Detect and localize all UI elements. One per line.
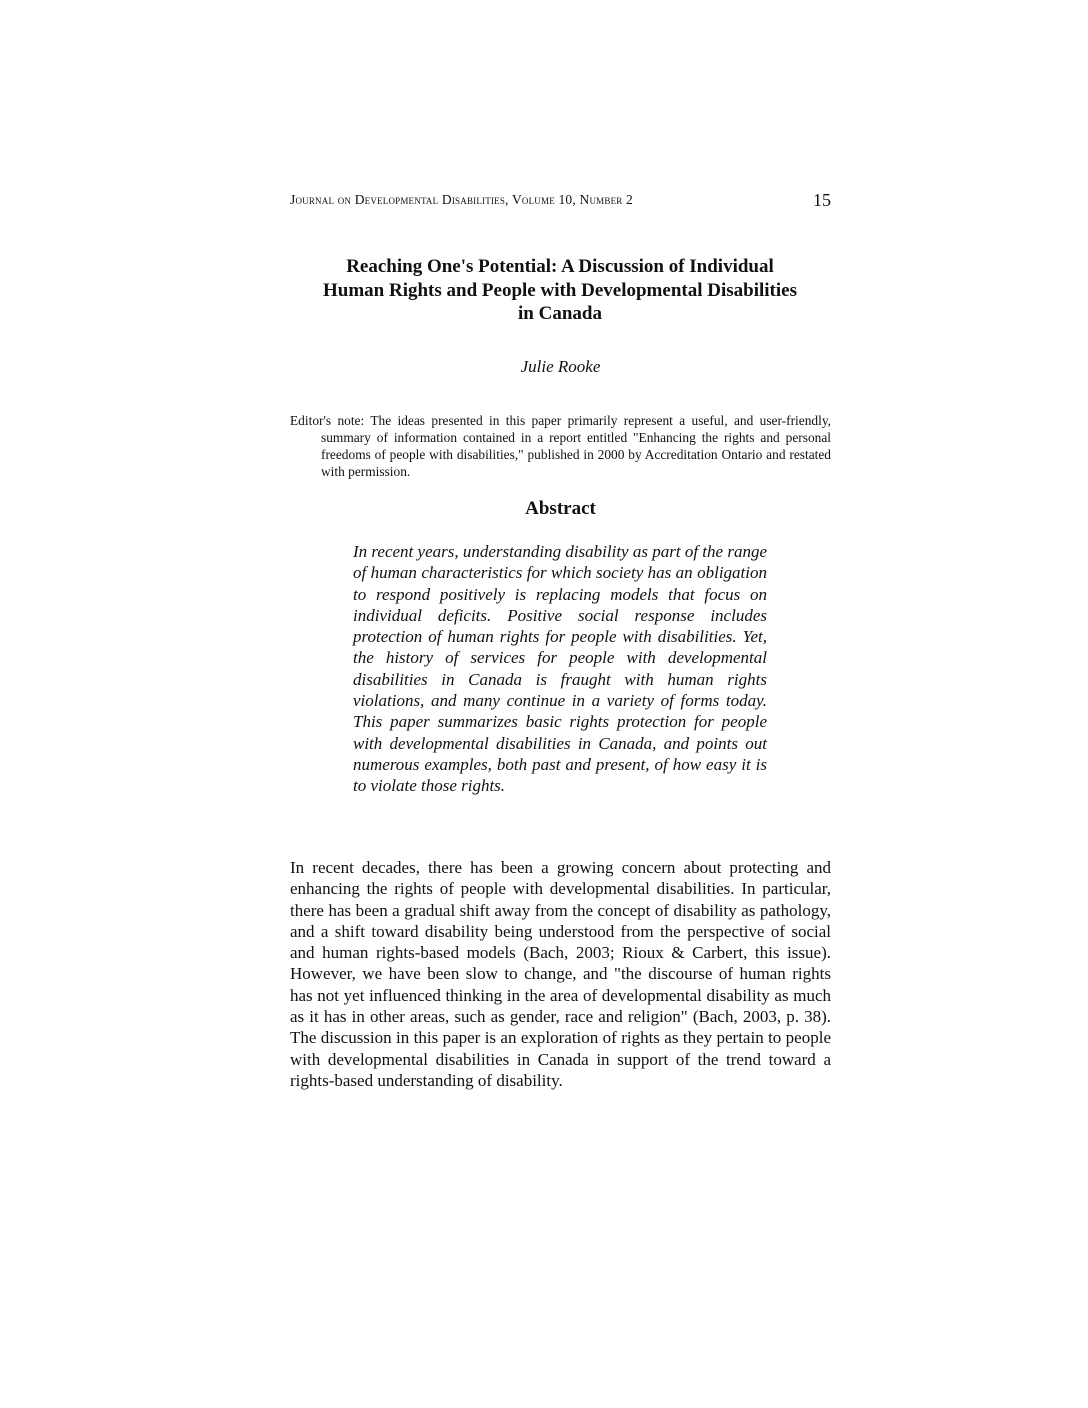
page-number: 15: [813, 190, 831, 210]
running-head: Journal on Developmental Disabilities, Volume 10, Number 2: [290, 192, 633, 207]
editor-note: Editor's note: The ideas presented in this paper primarily represent a useful, and user-friendly, summary of information contained in a report entitled "Enhancing the rights and personal freedoms of people with disabilities," published in 2000 by Accreditation Ontario and restated with permission.: [290, 413, 831, 479]
abstract-text: In recent years, understanding disability as part of the range of human characteristics for which society has an obligation to respond positively is replacing models that focus on individual deficits. Positive social response includes protection of human rights for people with disabilities. Yet, the history of services for people with developmental disabilities in Canada is fraught with human rights violations, and many continue in a variety of forms today. This paper summarizes basic rights protection for people with developmental disabilities in Canada, and points out numerous examples, both past and present, of how easy it is to violate those rights.: [353, 542, 767, 796]
abstract-heading: Abstract: [525, 498, 596, 519]
author-name: Julie Rooke: [520, 357, 601, 376]
body-paragraph: In recent decades, there has been a growing concern about protecting and enhancing the rights of people with developmental disabilities. In particular, there has been a gradual shift away from the concept of disability as pathology, and a shift toward disability being understood from the perspective of social and human rights-based models (Bach, 2003; Rioux & Carbert, this issue). However, we have been slow to change, and "the discourse of human rights has not yet influenced thinking in the area of developmental disability as much as it has in other areas, such as gender, race and religion" (Bach, 2003, p. 38). The discussion in this paper is an exploration of rights as they pertain to people with developmental disabilities in Canada in support of the trend toward a rights-based understanding of disability.: [290, 858, 831, 1090]
page-header: [290, 190, 831, 212]
title-line: in Canada: [518, 303, 602, 324]
article-title: [270, 255, 850, 326]
title-line: Reaching One's Potential: A Discussion of Individual: [346, 256, 774, 277]
title-line: Human Rights and People with Developmental Disabilities: [323, 279, 797, 301]
